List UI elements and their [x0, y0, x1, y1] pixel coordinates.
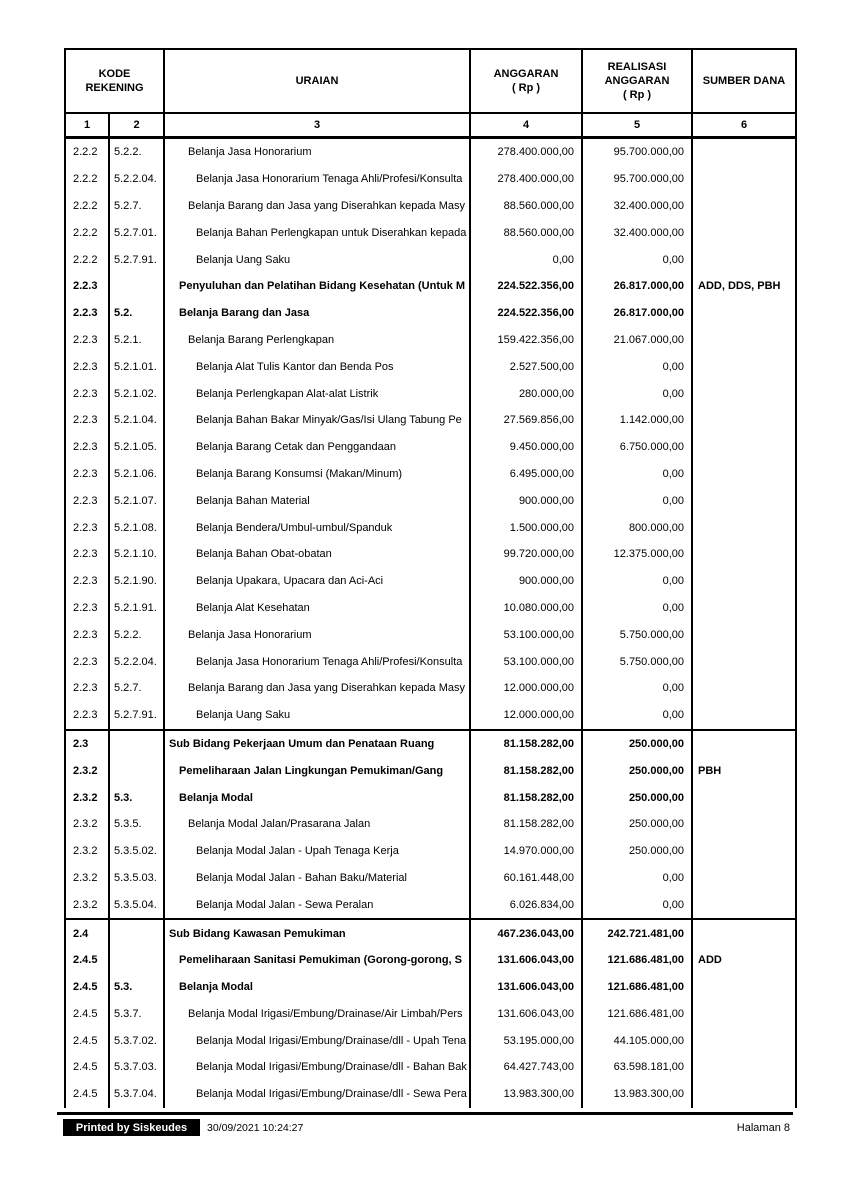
header-anggaran-label: ANGGARAN	[493, 68, 559, 80]
column-number-6: 6	[740, 119, 748, 131]
kode-rekening-cell: 5.3.5.	[110, 811, 165, 838]
sumber-dana-cell	[693, 675, 795, 702]
uraian-cell: Belanja Jasa Honorarium	[165, 139, 471, 166]
realisasi-cell: 0,00	[583, 891, 693, 918]
column-number-row	[66, 114, 795, 139]
uraian-cell: Penyuluhan dan Pelatihan Bidang Kesehatan (Untuk M	[165, 273, 471, 300]
anggaran-cell: 53.195.000,00	[471, 1027, 583, 1054]
realisasi-cell: 0,00	[583, 487, 693, 514]
realisasi-cell: 26.817.000,00	[583, 273, 693, 300]
sumber-dana-cell	[693, 434, 795, 461]
kode-rekening-cell: 5.3.7.04.	[110, 1081, 165, 1108]
sumber-dana-cell	[693, 407, 795, 434]
table-row	[66, 865, 795, 892]
kode-rekening-cell: 5.3.7.02.	[110, 1027, 165, 1054]
kode-bidang-cell: 2.2.3	[66, 648, 110, 675]
realisasi-cell: 95.700.000,00	[583, 139, 693, 166]
table-row	[66, 947, 795, 974]
sumber-dana-cell	[693, 514, 795, 541]
kode-bidang-cell: 2.2.3	[66, 353, 110, 380]
kode-rekening-cell: 5.3.7.	[110, 1001, 165, 1028]
table-row	[66, 568, 795, 595]
column-number-5: 5	[583, 114, 693, 136]
uraian-cell: Belanja Barang dan Jasa yang Diserahkan kepada Masy	[165, 193, 471, 220]
anggaran-cell: 13.983.300,00	[471, 1081, 583, 1108]
anggaran-cell: 64.427.743,00	[471, 1054, 583, 1081]
sumber-dana-cell	[693, 568, 795, 595]
anggaran-cell: 99.720.000,00	[471, 541, 583, 568]
anggaran-cell: 12.000.000,00	[471, 702, 583, 729]
kode-rekening-cell: 5.2.1.02.	[110, 380, 165, 407]
table-row	[66, 784, 795, 811]
anggaran-cell: 6.495.000,00	[471, 461, 583, 488]
table-row	[66, 273, 795, 300]
realisasi-cell: 250.000,00	[583, 838, 693, 865]
uraian-cell: Belanja Barang dan Jasa yang Diserahkan kepada Masy	[165, 675, 471, 702]
kode-rekening-cell: 5.2.1.04.	[110, 407, 165, 434]
anggaran-cell: 6.026.834,00	[471, 891, 583, 918]
kode-rekening-cell: 5.2.1.07.	[110, 487, 165, 514]
uraian-cell: Belanja Bahan Perlengkapan untuk Diserahkan kepada	[165, 219, 471, 246]
anggaran-cell: 159.422.356,00	[471, 327, 583, 354]
kode-rekening-cell: 5.2.1.91.	[110, 595, 165, 622]
table-row	[66, 757, 795, 784]
footer-divider	[57, 1112, 793, 1115]
kode-bidang-cell: 2.2.3	[66, 621, 110, 648]
kode-bidang-cell: 2.4.5	[66, 1054, 110, 1081]
kode-bidang-cell: 2.4.5	[66, 947, 110, 974]
realisasi-cell: 121.686.481,00	[583, 1001, 693, 1028]
table-row	[66, 811, 795, 838]
uraian-cell: Sub Bidang Pekerjaan Umum dan Penataan Ruang	[165, 731, 471, 758]
kode-rekening-cell: 5.3.7.03.	[110, 1054, 165, 1081]
sumber-dana-cell	[693, 838, 795, 865]
realisasi-cell: 0,00	[583, 461, 693, 488]
sumber-dana-cell	[693, 648, 795, 675]
kode-rekening-cell: 5.2.7.91.	[110, 702, 165, 729]
sumber-dana-cell	[693, 865, 795, 892]
kode-bidang-cell: 2.2.3	[66, 702, 110, 729]
uraian-cell: Belanja Bahan Bakar Minyak/Gas/Isi Ulang Tabung Pe	[165, 407, 471, 434]
kode-bidang-cell: 2.2.3	[66, 568, 110, 595]
realisasi-cell: 800.000,00	[583, 514, 693, 541]
anggaran-cell: 224.522.356,00	[471, 273, 583, 300]
table-row	[66, 139, 795, 166]
realisasi-cell: 95.700.000,00	[583, 166, 693, 193]
sumber-dana-cell	[693, 487, 795, 514]
kode-bidang-cell: 2.2.2	[66, 139, 110, 166]
kode-rekening-cell: 5.2.2.	[110, 621, 165, 648]
sumber-dana-cell	[693, 702, 795, 729]
kode-rekening-cell: 5.3.5.03.	[110, 865, 165, 892]
anggaran-cell: 12.000.000,00	[471, 675, 583, 702]
table-row	[66, 487, 795, 514]
kode-rekening-cell	[110, 947, 165, 974]
uraian-cell: Belanja Bahan Obat-obatan	[165, 541, 471, 568]
sumber-dana-cell	[693, 327, 795, 354]
anggaran-cell: 53.100.000,00	[471, 648, 583, 675]
realisasi-cell: 0,00	[583, 675, 693, 702]
anggaran-cell: 53.100.000,00	[471, 621, 583, 648]
anggaran-cell: 900.000,00	[471, 487, 583, 514]
kode-rekening-cell: 5.3.5.04.	[110, 891, 165, 918]
kode-bidang-cell: 2.3	[66, 731, 110, 758]
header-uraian	[165, 50, 471, 112]
realisasi-cell: 121.686.481,00	[583, 974, 693, 1001]
uraian-cell: Pemeliharaan Jalan Lingkungan Pemukiman/Gang	[165, 757, 471, 784]
kode-bidang-cell: 2.2.3	[66, 434, 110, 461]
realisasi-cell: 250.000,00	[583, 757, 693, 784]
kode-rekening-cell: 5.3.5.02.	[110, 838, 165, 865]
anggaran-cell: 131.606.043,00	[471, 947, 583, 974]
table-row	[66, 514, 795, 541]
table-row	[66, 838, 795, 865]
kode-rekening-cell: 5.2.7.91.	[110, 246, 165, 273]
table-row	[66, 1054, 795, 1081]
kode-bidang-cell: 2.2.3	[66, 380, 110, 407]
uraian-cell: Belanja Modal Irigasi/Embung/Drainase/dll - Upah Tena	[165, 1027, 471, 1054]
table-row	[66, 461, 795, 488]
sumber-dana-cell	[693, 166, 795, 193]
uraian-cell: Belanja Upakara, Upacara dan Aci-Aci	[165, 568, 471, 595]
sumber-dana-cell	[693, 541, 795, 568]
kode-bidang-cell: 2.2.3	[66, 407, 110, 434]
header-realisasi	[583, 50, 693, 112]
uraian-cell: Belanja Barang Konsumsi (Makan/Minum)	[165, 461, 471, 488]
sumber-dana-cell	[693, 595, 795, 622]
anggaran-cell: 467.236.043,00	[471, 920, 583, 947]
table-row	[66, 1001, 795, 1028]
sumber-dana-cell	[693, 300, 795, 327]
sumber-dana-cell	[693, 353, 795, 380]
kode-bidang-cell: 2.3.2	[66, 811, 110, 838]
realisasi-cell: 0,00	[583, 246, 693, 273]
kode-rekening-cell	[110, 731, 165, 758]
kode-bidang-cell: 2.2.3	[66, 327, 110, 354]
kode-bidang-cell: 2.4.5	[66, 1027, 110, 1054]
kode-bidang-cell: 2.2.3	[66, 487, 110, 514]
kode-rekening-cell: 5.2.7.	[110, 193, 165, 220]
anggaran-cell: 81.158.282,00	[471, 757, 583, 784]
table-body	[66, 139, 795, 1108]
sumber-dana-cell: ADD	[698, 954, 722, 967]
realisasi-cell: 13.983.300,00	[583, 1081, 693, 1108]
header-sumber-dana	[693, 50, 795, 112]
anggaran-cell: 88.560.000,00	[471, 193, 583, 220]
table-row	[66, 380, 795, 407]
anggaran-cell: 81.158.282,00	[471, 784, 583, 811]
table-row	[66, 246, 795, 273]
kode-bidang-cell: 2.4	[66, 920, 110, 947]
column-number-2: 2	[110, 114, 165, 136]
sumber-dana-cell	[693, 1081, 795, 1108]
realisasi-cell: 0,00	[583, 353, 693, 380]
column-number-1: 1	[66, 114, 110, 136]
kode-rekening-cell: 5.2.2.04.	[110, 166, 165, 193]
uraian-cell: Belanja Bendera/Umbul-umbul/Spanduk	[165, 514, 471, 541]
realisasi-cell: 63.598.181,00	[583, 1054, 693, 1081]
uraian-cell: Belanja Modal Irigasi/Embung/Drainase/Air Limbah/Pers	[165, 1001, 471, 1028]
header-realisasi-unit: ( Rp )	[622, 89, 652, 101]
realisasi-cell: 5.750.000,00	[583, 648, 693, 675]
kode-bidang-cell: 2.2.3	[66, 595, 110, 622]
table-row	[66, 434, 795, 461]
uraian-cell: Belanja Barang Perlengkapan	[165, 327, 471, 354]
kode-rekening-cell: 5.2.2.04.	[110, 648, 165, 675]
table-row	[66, 193, 795, 220]
realisasi-cell: 0,00	[583, 865, 693, 892]
table-row	[66, 219, 795, 246]
anggaran-cell: 131.606.043,00	[471, 974, 583, 1001]
realisasi-cell: 250.000,00	[583, 731, 693, 758]
kode-bidang-cell: 2.4.5	[66, 974, 110, 1001]
header-sumber-dana-label: SUMBER DANA	[702, 75, 786, 87]
sumber-dana-cell	[693, 1054, 795, 1081]
anggaran-cell: 60.161.448,00	[471, 865, 583, 892]
realisasi-cell: 26.817.000,00	[583, 300, 693, 327]
sumber-dana-cell	[693, 193, 795, 220]
kode-rekening-cell: 5.3.	[110, 974, 165, 1001]
realisasi-cell: 0,00	[583, 595, 693, 622]
anggaran-cell: 280.000,00	[471, 380, 583, 407]
realisasi-cell: 5.750.000,00	[583, 621, 693, 648]
table-row	[66, 327, 795, 354]
anggaran-cell: 0,00	[471, 246, 583, 273]
realisasi-cell: 0,00	[583, 568, 693, 595]
table-row	[66, 407, 795, 434]
kode-rekening-cell: 5.2.1.06.	[110, 461, 165, 488]
uraian-cell: Belanja Jasa Honorarium	[165, 621, 471, 648]
uraian-cell: Belanja Perlengkapan Alat-alat Listrik	[165, 380, 471, 407]
realisasi-cell: 1.142.000,00	[583, 407, 693, 434]
kode-rekening-cell: 5.2.1.01.	[110, 353, 165, 380]
header-realisasi-label: REALISASI ANGGARAN	[604, 61, 670, 87]
table-row	[66, 918, 795, 947]
sumber-dana-cell	[693, 219, 795, 246]
realisasi-cell: 32.400.000,00	[583, 219, 693, 246]
anggaran-cell: 278.400.000,00	[471, 166, 583, 193]
realisasi-cell: 250.000,00	[583, 811, 693, 838]
table-row	[66, 974, 795, 1001]
kode-bidang-cell: 2.4.5	[66, 1081, 110, 1108]
kode-rekening-cell	[110, 757, 165, 784]
kode-bidang-cell: 2.2.3	[66, 300, 110, 327]
anggaran-cell: 1.500.000,00	[471, 514, 583, 541]
table-row	[66, 621, 795, 648]
sumber-dana-cell	[693, 920, 795, 947]
uraian-cell: Belanja Jasa Honorarium Tenaga Ahli/Profesi/Konsulta	[165, 648, 471, 675]
sumber-dana-cell	[693, 811, 795, 838]
uraian-cell: Belanja Uang Saku	[165, 702, 471, 729]
printed-by-badge: Printed by Siskeudes	[63, 1119, 200, 1136]
kode-rekening-cell: 5.2.1.08.	[110, 514, 165, 541]
page-number: Halaman 8	[736, 1122, 790, 1134]
kode-bidang-cell: 2.3.2	[66, 865, 110, 892]
realisasi-cell: 0,00	[583, 380, 693, 407]
anggaran-cell: 81.158.282,00	[471, 731, 583, 758]
kode-bidang-cell: 2.2.2	[66, 219, 110, 246]
kode-bidang-cell: 2.2.3	[66, 675, 110, 702]
uraian-cell: Belanja Modal Jalan - Upah Tenaga Kerja	[165, 838, 471, 865]
uraian-cell: Belanja Modal Jalan/Prasarana Jalan	[165, 811, 471, 838]
kode-rekening-cell: 5.2.2.	[110, 139, 165, 166]
kode-bidang-cell: 2.3.2	[66, 784, 110, 811]
column-number-3: 3	[165, 114, 471, 136]
sumber-dana-cell: ADD, DDS, PBH	[698, 280, 781, 293]
anggaran-cell: 10.080.000,00	[471, 595, 583, 622]
kode-rekening-cell: 5.2.1.05.	[110, 434, 165, 461]
kode-rekening-cell	[110, 273, 165, 300]
header-uraian-label: URAIAN	[295, 75, 339, 87]
kode-bidang-cell: 2.3.2	[66, 891, 110, 918]
kode-rekening-cell: 5.2.1.90.	[110, 568, 165, 595]
kode-bidang-cell: 2.2.2	[66, 193, 110, 220]
table-row	[66, 702, 795, 729]
header-anggaran	[471, 50, 583, 112]
sumber-dana-cell	[693, 461, 795, 488]
sumber-dana-cell	[693, 784, 795, 811]
realisasi-cell: 44.105.000,00	[583, 1027, 693, 1054]
table-row	[66, 300, 795, 327]
header-anggaran-unit: ( Rp )	[511, 82, 541, 94]
uraian-cell: Belanja Modal	[165, 974, 471, 1001]
table-row	[66, 1027, 795, 1054]
kode-bidang-cell: 2.2.3	[66, 461, 110, 488]
uraian-cell: Pemeliharaan Sanitasi Pemukiman (Gorong-gorong, S	[165, 947, 471, 974]
sumber-dana-cell	[693, 246, 795, 273]
realisasi-cell: 0,00	[583, 702, 693, 729]
kode-rekening-cell: 5.2.7.	[110, 675, 165, 702]
kode-bidang-cell: 2.3.2	[66, 838, 110, 865]
anggaran-cell: 88.560.000,00	[471, 219, 583, 246]
realisasi-cell: 242.721.481,00	[583, 920, 693, 947]
header-kode-rekening-label: KODE REKENING	[85, 68, 144, 94]
budget-realization-table	[64, 48, 797, 1108]
kode-bidang-cell: 2.2.2	[66, 166, 110, 193]
uraian-cell: Belanja Modal	[165, 784, 471, 811]
table-row	[66, 729, 795, 758]
uraian-cell: Belanja Bahan Material	[165, 487, 471, 514]
uraian-cell: Belanja Alat Kesehatan	[165, 595, 471, 622]
anggaran-cell: 278.400.000,00	[471, 139, 583, 166]
table-header-row	[66, 50, 795, 114]
kode-bidang-cell: 2.2.3	[66, 514, 110, 541]
table-row	[66, 891, 795, 918]
kode-rekening-cell: 5.2.1.10.	[110, 541, 165, 568]
kode-rekening-cell	[110, 920, 165, 947]
uraian-cell: Belanja Modal Jalan - Bahan Baku/Material	[165, 865, 471, 892]
sumber-dana-cell	[693, 1001, 795, 1028]
uraian-cell: Belanja Barang Cetak dan Penggandaan	[165, 434, 471, 461]
table-row	[66, 166, 795, 193]
realisasi-cell: 250.000,00	[583, 784, 693, 811]
kode-bidang-cell: 2.4.5	[66, 1001, 110, 1028]
realisasi-cell: 12.375.000,00	[583, 541, 693, 568]
anggaran-cell: 900.000,00	[471, 568, 583, 595]
uraian-cell: Belanja Barang dan Jasa	[165, 300, 471, 327]
sumber-dana-cell	[693, 380, 795, 407]
anggaran-cell: 9.450.000,00	[471, 434, 583, 461]
realisasi-cell: 6.750.000,00	[583, 434, 693, 461]
anggaran-cell: 14.970.000,00	[471, 838, 583, 865]
uraian-cell: Sub Bidang Kawasan Pemukiman	[165, 920, 471, 947]
table-row	[66, 675, 795, 702]
kode-bidang-cell: 2.2.3	[66, 273, 110, 300]
sumber-dana-cell	[693, 731, 795, 758]
uraian-cell: Belanja Uang Saku	[165, 246, 471, 273]
table-row	[66, 595, 795, 622]
kode-bidang-cell: 2.3.2	[66, 757, 110, 784]
header-kode-rekening	[66, 50, 165, 112]
anggaran-cell: 131.606.043,00	[471, 1001, 583, 1028]
column-number-4: 4	[471, 114, 583, 136]
anggaran-cell: 2.527.500,00	[471, 353, 583, 380]
uraian-cell: Belanja Alat Tulis Kantor dan Benda Pos	[165, 353, 471, 380]
table-row	[66, 1081, 795, 1108]
kode-rekening-cell: 5.2.	[110, 300, 165, 327]
kode-rekening-cell: 5.2.7.01.	[110, 219, 165, 246]
uraian-cell: Belanja Modal Jalan - Sewa Peralan	[165, 891, 471, 918]
sumber-dana-cell	[693, 974, 795, 1001]
sumber-dana-cell	[693, 891, 795, 918]
kode-bidang-cell: 2.2.3	[66, 541, 110, 568]
realisasi-cell: 32.400.000,00	[583, 193, 693, 220]
kode-rekening-cell: 5.2.1.	[110, 327, 165, 354]
anggaran-cell: 224.522.356,00	[471, 300, 583, 327]
print-timestamp: 30/09/2021 10:24:27	[207, 1122, 304, 1134]
sumber-dana-cell: PBH	[698, 764, 722, 777]
table-row	[66, 353, 795, 380]
table-row	[66, 648, 795, 675]
realisasi-cell: 121.686.481,00	[583, 947, 693, 974]
uraian-cell: Belanja Modal Irigasi/Embung/Drainase/dll - Sewa Pera	[165, 1081, 471, 1108]
kode-rekening-cell: 5.3.	[110, 784, 165, 811]
sumber-dana-cell	[693, 621, 795, 648]
sumber-dana-cell	[693, 1027, 795, 1054]
table-row	[66, 541, 795, 568]
uraian-cell: Belanja Jasa Honorarium Tenaga Ahli/Profesi/Konsulta	[165, 166, 471, 193]
uraian-cell: Belanja Modal Irigasi/Embung/Drainase/dll - Bahan Bak	[165, 1054, 471, 1081]
anggaran-cell: 81.158.282,00	[471, 811, 583, 838]
anggaran-cell: 27.569.856,00	[471, 407, 583, 434]
kode-bidang-cell: 2.2.2	[66, 246, 110, 273]
sumber-dana-cell	[693, 139, 795, 166]
realisasi-cell: 21.067.000,00	[583, 327, 693, 354]
